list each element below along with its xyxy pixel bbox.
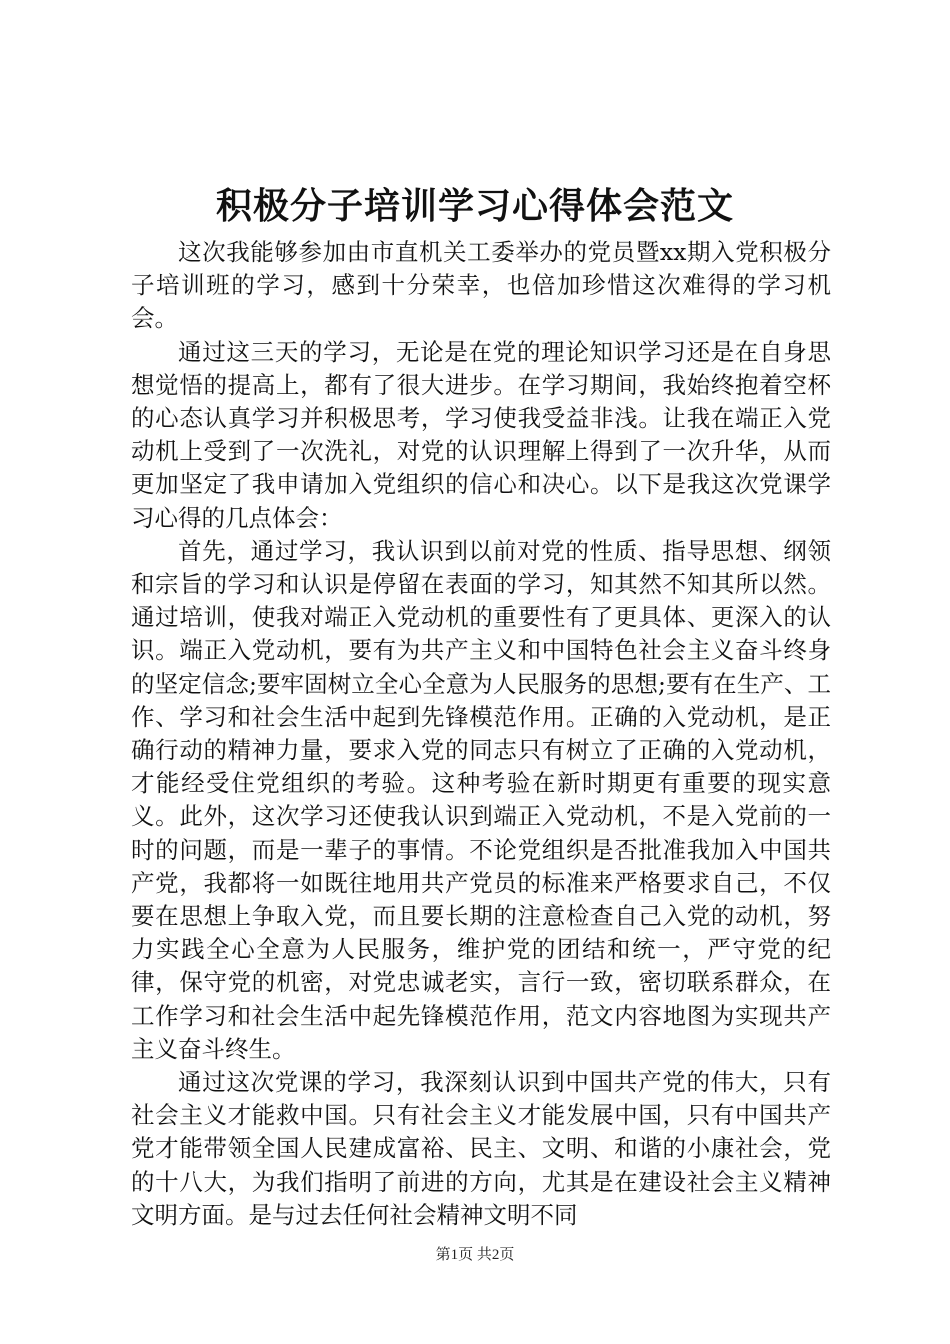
paragraph: 通过这三天的学习，无论是在党的理论知识学习还是在自身思想觉悟的提高上，都有了很大进步。在学习期间，我始终抱着空杯的心态认真学习并积极思考，学习使我受益非浅。让我在端正入党动机上受到了一次洗礼，对党的认识理解上得到了一次升华，从而更加坚定了我申请加入党组织的信心和决心。以下是我这次党课学习心得的几点体会：	[131, 337, 831, 532]
paragraph: 通过这次党课的学习，我深刻认识到中国共产党的伟大，只有社会主义才能救中国。只有社会主义才能发展中国，只有中国共产党才能带领全国人民建成富裕、民主、文明、和谐的小康社会，党的十八大，为我们指明了前进的方向，尤其是在建设社会主义精神文明方面。是与过去任何社会精神文明不同	[131, 1068, 831, 1229]
document-body	[131, 236, 831, 1232]
paragraph: 首先，通过学习，我认识到以前对党的性质、指导思想、纲领和宗旨的学习和认识是停留在表面的学习，知其然不知其所以然。通过培训，使我对端正入党动机的重要性有了更具体、更深入的认识。端正入党动机，要有为共产主义和中国特色社会主义奋斗终身的坚定信念;要牢固树立全心全意为人民服务的思想;要有在生产、工作、学习和社会生活中起到先锋模范作用。正确的入党动机，是正确行动的精神力量，要求入党的同志只有树立了正确的入党动机，才能经受住党组织的考验。这种考验在新时期更有重要的现实意义。此外，这次学习还使我认识到端正入党动机，不是入党前的一时的问题，而是一辈子的事情。不论党组织是否批准我加入中国共产党，我都将一如既往地用共产党员的标准来严格要求自己，不仅要在思想上争取入党，而且要长期的注意检查自己入党的动机，努力实践全心全意为人民服务，维护党的团结和统一，严守党的纪律，保守党的机密，对党忠诚老实，言行一致，密切联系群众，在工作学习和社会生活中起先锋模范作用，范文内容地图为实现共产主义奋斗终生。	[131, 536, 831, 1063]
page-title: 积极分子培训学习心得体会范文	[215, 185, 734, 227]
paragraph: 这次我能够参加由市直机关工委举办的党员暨xx期入党积极分子培训班的学习，感到十分荣幸，也倍加珍惜这次难得的学习机会。	[131, 238, 831, 333]
page-number-footer: 第1页 共2页	[435, 1247, 515, 1263]
